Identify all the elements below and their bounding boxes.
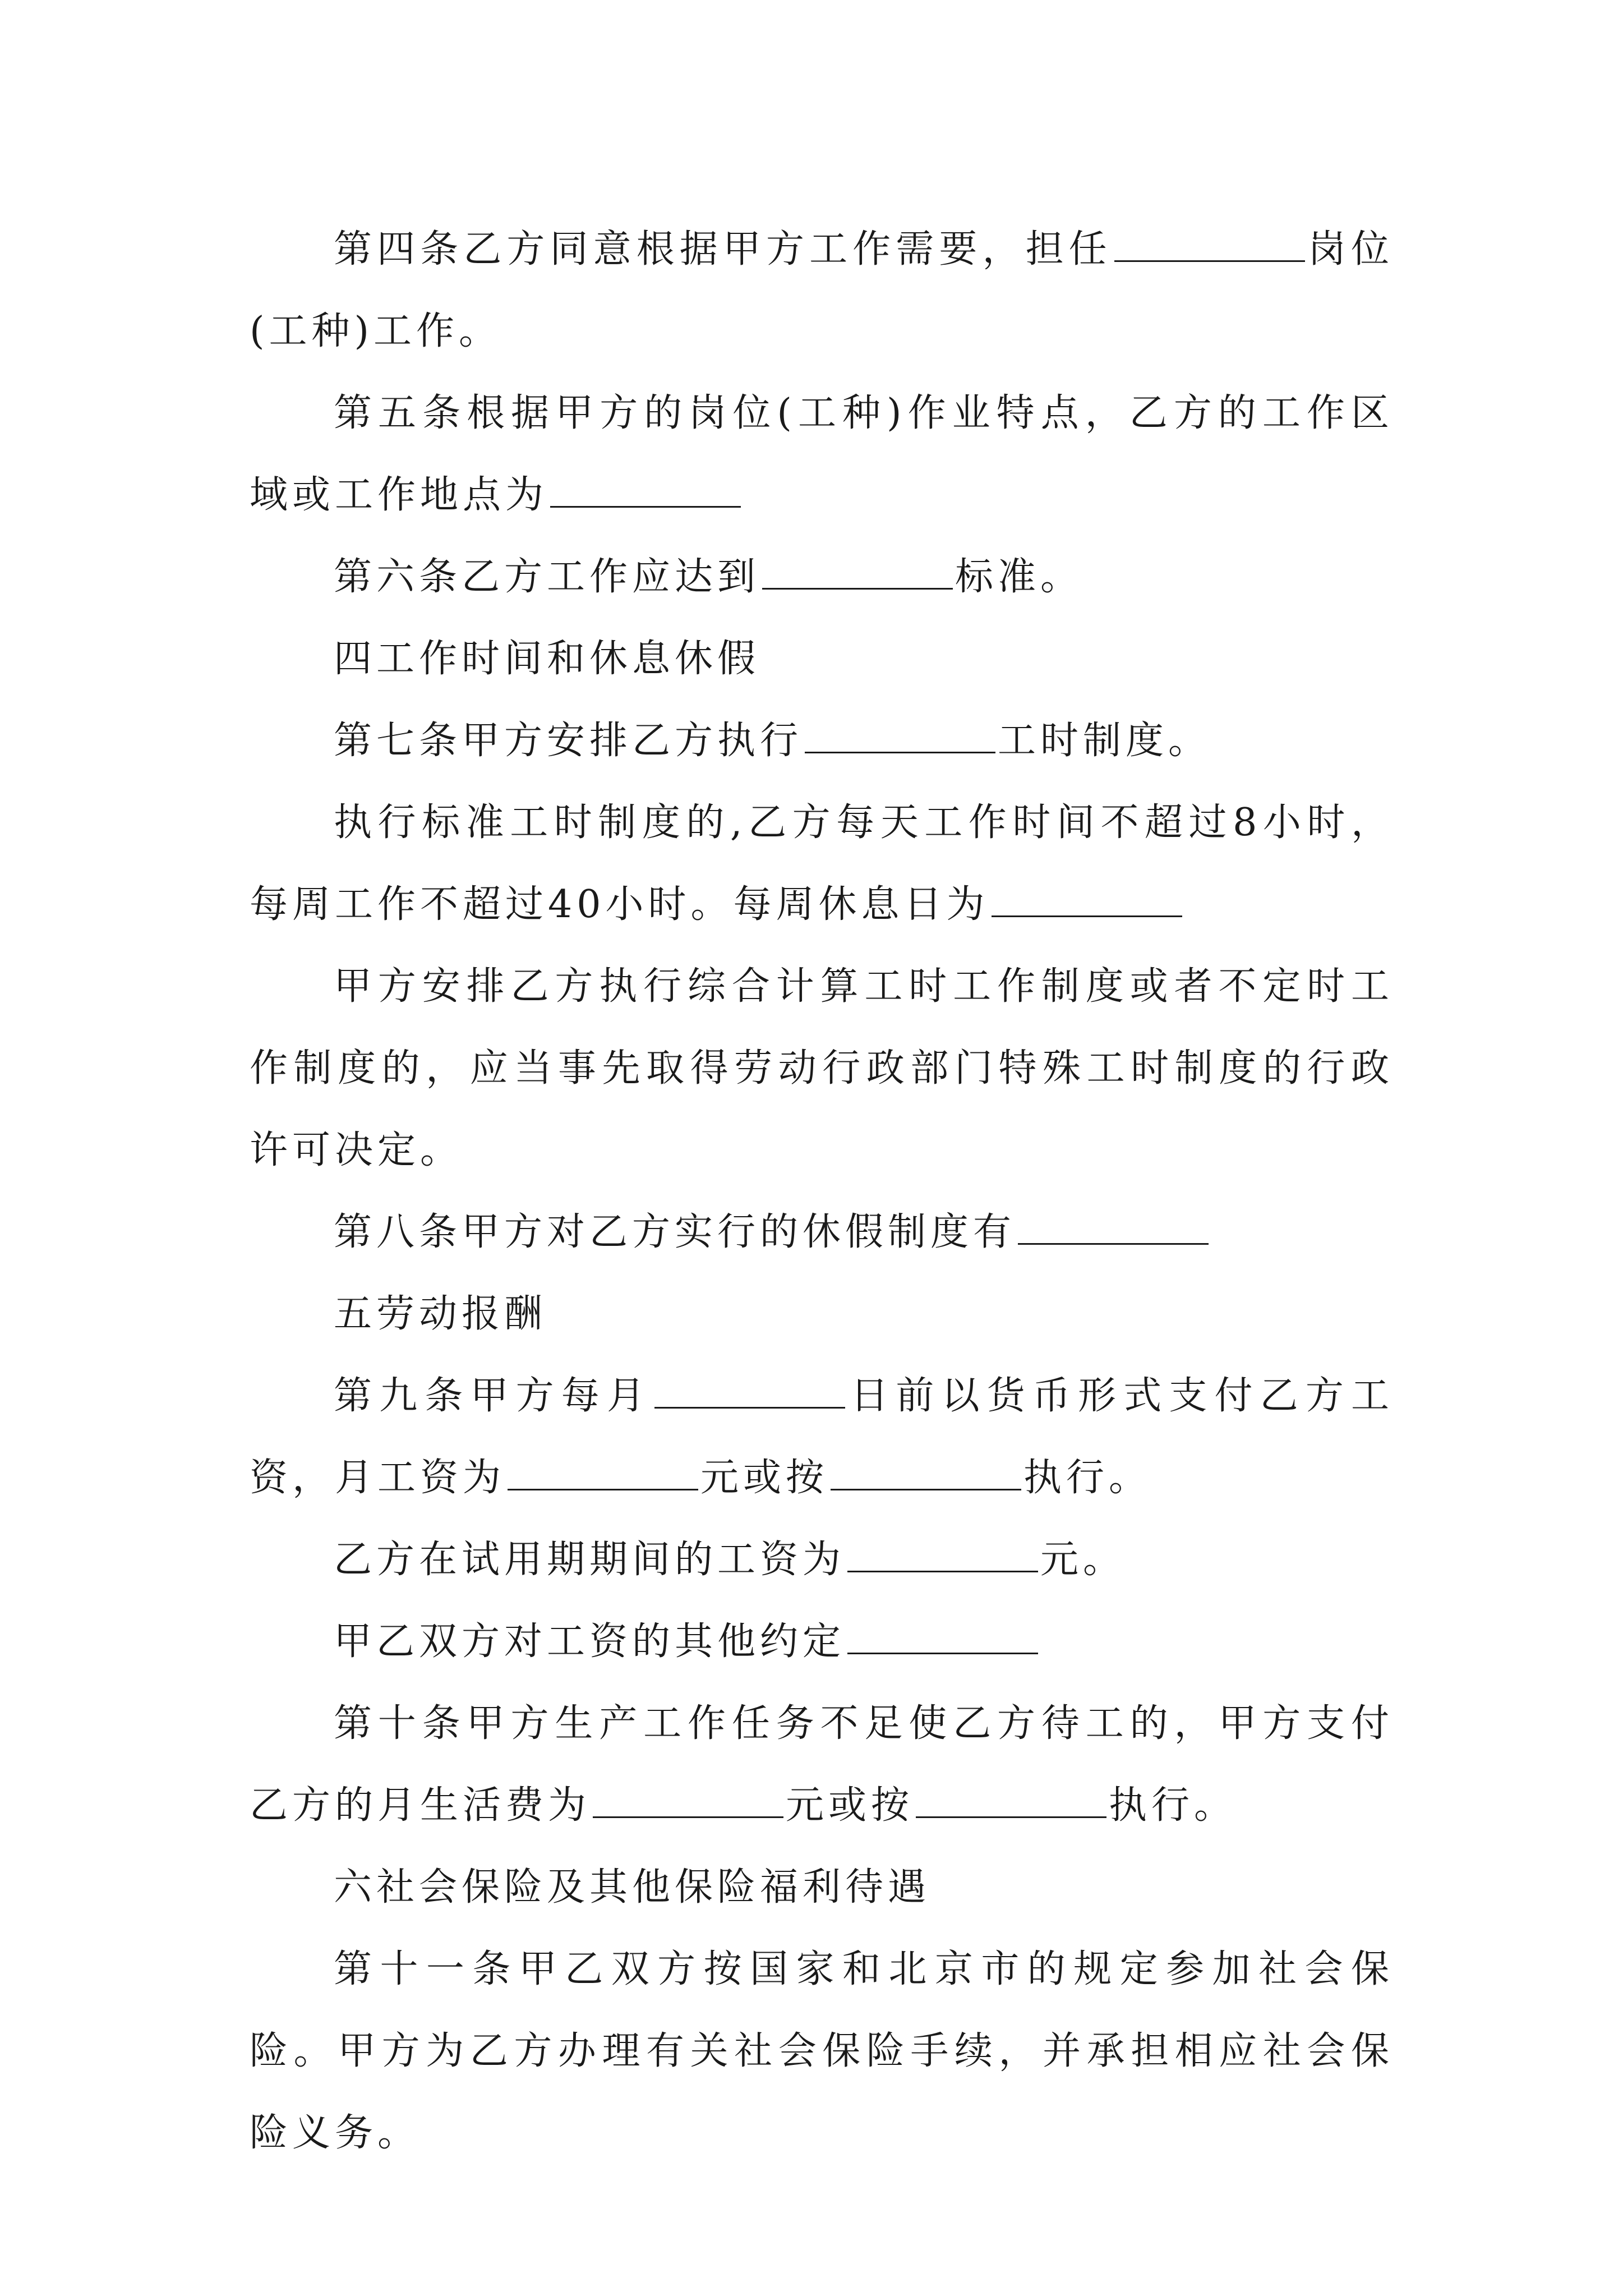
article-8 xyxy=(250,1191,1394,1273)
other-wage-agreement-text: 甲乙双方对工资的其他约定 xyxy=(334,1619,846,1664)
article-4 xyxy=(250,209,1394,372)
article-9-text: 第九条甲方每月 xyxy=(334,1374,653,1418)
article-8-text: 第八条甲方对乙方实行的休假制度有 xyxy=(334,1210,1016,1254)
fill-blank[interactable] xyxy=(847,1539,1038,1572)
article-7 xyxy=(250,700,1394,782)
flexible-hours-paragraph xyxy=(250,946,1394,1191)
article-6-text-end: 标准。 xyxy=(955,555,1083,599)
article-10-text: 第十条甲方生产工作任务不足使乙方待工的，甲方支付乙方的月生活费为 xyxy=(250,1701,1394,1828)
article-7-text: 第七条甲方安排乙方执行 xyxy=(334,719,803,763)
fill-blank[interactable] xyxy=(916,1785,1106,1818)
article-10-text-mid: 元或按 xyxy=(786,1783,914,1828)
article-4-text-end: 岗位(工种)工作。 xyxy=(250,227,1394,353)
article-6 xyxy=(250,536,1394,618)
article-9 xyxy=(250,1355,1394,1519)
article-11 xyxy=(250,1929,1394,2174)
article-7-text-end: 工时制度。 xyxy=(998,719,1211,763)
article-4-text: 第四条乙方同意根据甲方工作需要，担任 xyxy=(334,227,1112,272)
flexible-hours-text: 甲方安排乙方执行综合计算工时工作制度或者不定时工作制度的，应当事先取得劳动行政部门特殊工时制度的行政许可决定。 xyxy=(250,964,1394,1172)
other-wage-agreement-paragraph xyxy=(250,1601,1394,1683)
fill-blank[interactable] xyxy=(1018,1212,1209,1245)
standard-hours-text: 执行标准工时制度的,乙方每天工作时间不超过8小时，每周工作不超过40小时。每周休息日为 xyxy=(250,800,1394,927)
article-10-text-end: 执行。 xyxy=(1109,1783,1237,1828)
fill-blank[interactable] xyxy=(508,1457,698,1490)
fill-blank[interactable] xyxy=(847,1621,1038,1654)
fill-blank[interactable] xyxy=(654,1375,845,1409)
section-heading-4 xyxy=(250,618,1394,700)
article-11-text: 第十一条甲乙双方按国家和北京市的规定参加社会保险。甲方为乙方办理有关社会保险手续，并承担相应社会保险义务。 xyxy=(250,1947,1394,2155)
fill-blank[interactable] xyxy=(992,884,1182,917)
fill-blank[interactable] xyxy=(593,1785,783,1818)
section-heading-text: 六社会保险及其他保险福利待遇 xyxy=(334,1865,931,1910)
contract-body xyxy=(250,209,1394,2174)
article-9-text-end: 执行。 xyxy=(1023,1456,1152,1500)
fill-blank[interactable] xyxy=(1114,229,1305,262)
article-9-text-mid2: 元或按 xyxy=(700,1456,829,1500)
article-9-text-mid: 日前以货币形式支付乙方工资，月工资为 xyxy=(250,1374,1394,1500)
article-10 xyxy=(250,1683,1394,1847)
article-5-text: 第五条根据甲方的岗位(工种)作业特点，乙方的工作区域或工作地点为 xyxy=(250,391,1394,517)
probation-wage-text-end: 元。 xyxy=(1040,1538,1126,1582)
fill-blank[interactable] xyxy=(762,556,953,590)
article-6-text: 第六条乙方工作应达到 xyxy=(334,555,760,599)
section-heading-text: 五劳动报酬 xyxy=(334,1292,547,1336)
fill-blank[interactable] xyxy=(805,720,995,753)
article-5 xyxy=(250,372,1394,536)
fill-blank[interactable] xyxy=(550,475,741,508)
probation-wage-paragraph xyxy=(250,1519,1394,1601)
section-heading-5 xyxy=(250,1273,1394,1355)
section-heading-text: 四工作时间和休息休假 xyxy=(334,637,760,681)
standard-hours-paragraph xyxy=(250,782,1394,946)
probation-wage-text: 乙方在试用期期间的工资为 xyxy=(334,1538,846,1582)
fill-blank[interactable] xyxy=(831,1457,1021,1490)
section-heading-6 xyxy=(250,1847,1394,1929)
